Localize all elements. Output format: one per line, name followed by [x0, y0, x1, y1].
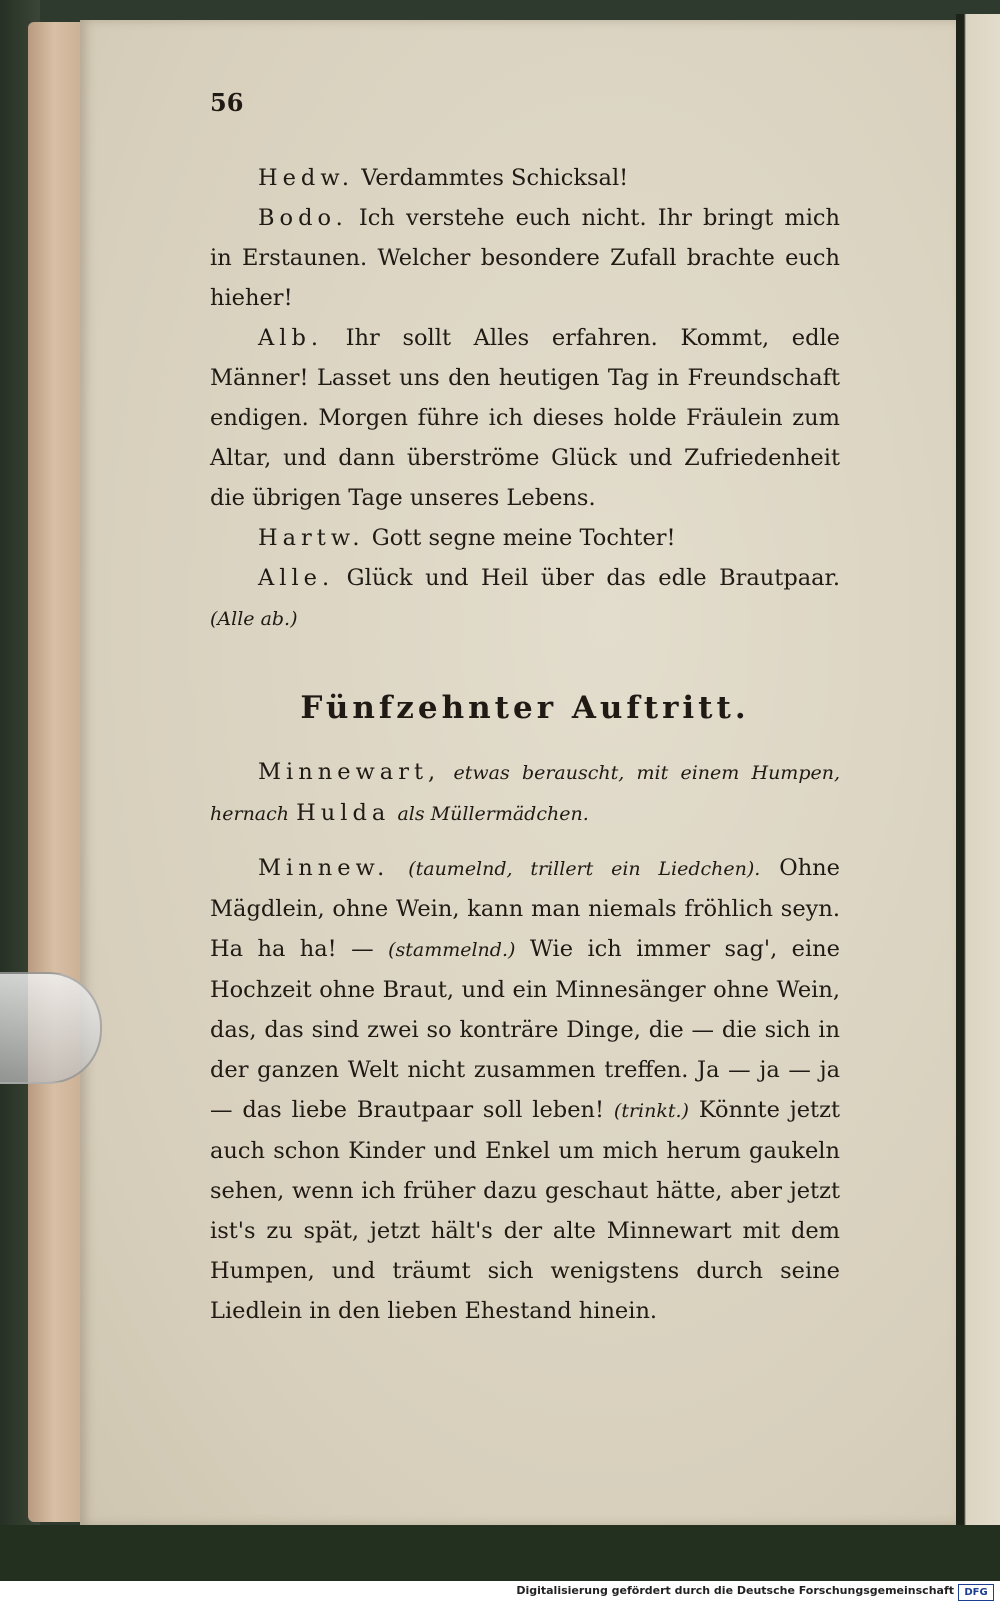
cast-description: als Müllermädchen. [397, 803, 589, 825]
stage-direction: (Alle ab.) [210, 608, 298, 630]
dialogue-text: Ihr sollt Alles erfahren. Kommt, edle Männer! Lasset uns den heutigen Tag in Freundschaft endigen. Morgen führe ich dieses holde Fräulein zum Altar, und dann überströme Glück und Zufriedenheit die übrigen Tage unseres Lebens. [210, 325, 840, 511]
stage-direction: (stammelnd.) [388, 939, 516, 961]
speaker-name: Bodo. [258, 205, 348, 231]
cast-description: etwas berauscht, mit einem Humpen, hernach [210, 762, 841, 825]
page-clip [0, 972, 102, 1084]
dialogue-text: Glück und Heil über das edle Brautpaar. [346, 565, 840, 591]
dialogue-block-2 [210, 848, 840, 1331]
stage-direction: (trinkt.) [613, 1100, 689, 1122]
dialogue-block-1 [210, 158, 840, 639]
speaker-name: Hedw. [258, 165, 355, 191]
character-name: Hulda [296, 800, 391, 826]
dialogue-line [210, 558, 840, 639]
dfg-logo: DFG [958, 1584, 994, 1601]
dialogue-text: Wie ich immer sag', eine Hochzeit ohne Braut, und ein Minnesänger ohne Wein, das, das sind zwei so konträre Dinge, die — die sich in der ganzen Welt nicht zusammen treffen. Ja — ja — ja — das liebe Brautpaar soll leben! [210, 936, 840, 1123]
page-edge-stack [28, 22, 86, 1522]
dialogue-line [210, 198, 840, 318]
scene-heading: Fünfzehnter Auftritt. [300, 690, 750, 726]
funding-credit: Digitalisierung gefördert durch die Deutsche Forschungsgemeinschaft [516, 1584, 954, 1597]
speaker-name: Alle. [258, 565, 335, 591]
stage-direction: (taumelnd, trillert ein Liedchen). [408, 858, 761, 880]
dialogue-line [210, 518, 840, 558]
dialogue-line [210, 158, 840, 198]
speaker-name: Hartw. [258, 525, 365, 551]
dialogue-text: Könnte jetzt auch schon Kinder und Enkel um mich herum gaukeln sehen, wenn ich früher dazu geschaut hätte, aber jetzt ist's zu spät, jetzt hält's der alte Minnewart mit dem Humpen, und träumt sich wenigstens durch seine Liedlein in den lieben Ehestand hinein. [210, 1097, 840, 1324]
scan-background-bottom [0, 1525, 1000, 1581]
character-name: Minnewart, [258, 759, 441, 785]
dialogue-line [210, 318, 840, 518]
dialogue-text: Gott segne meine Tochter! [371, 525, 676, 551]
cast-list [210, 752, 840, 834]
speaker-name: Alb. [258, 325, 323, 351]
facing-page-edge [956, 14, 1000, 1534]
cast-line [210, 752, 840, 834]
dialogue-text: Verdammtes Schicksal! [361, 165, 629, 191]
footer-bar [0, 1581, 1000, 1603]
page-number: 56 [210, 88, 244, 117]
speaker-name: Minnew. [258, 855, 390, 881]
dialogue-line [210, 848, 840, 1331]
dialogue-text: Ohne Mägdlein, ohne Wein, kann man niemals fröhlich seyn. Ha ha ha! — [210, 855, 840, 962]
dialogue-text: Ich verstehe euch nicht. Ihr bringt mich in Erstaunen. Welcher besondere Zufall brachte euch hieher! [210, 205, 841, 311]
